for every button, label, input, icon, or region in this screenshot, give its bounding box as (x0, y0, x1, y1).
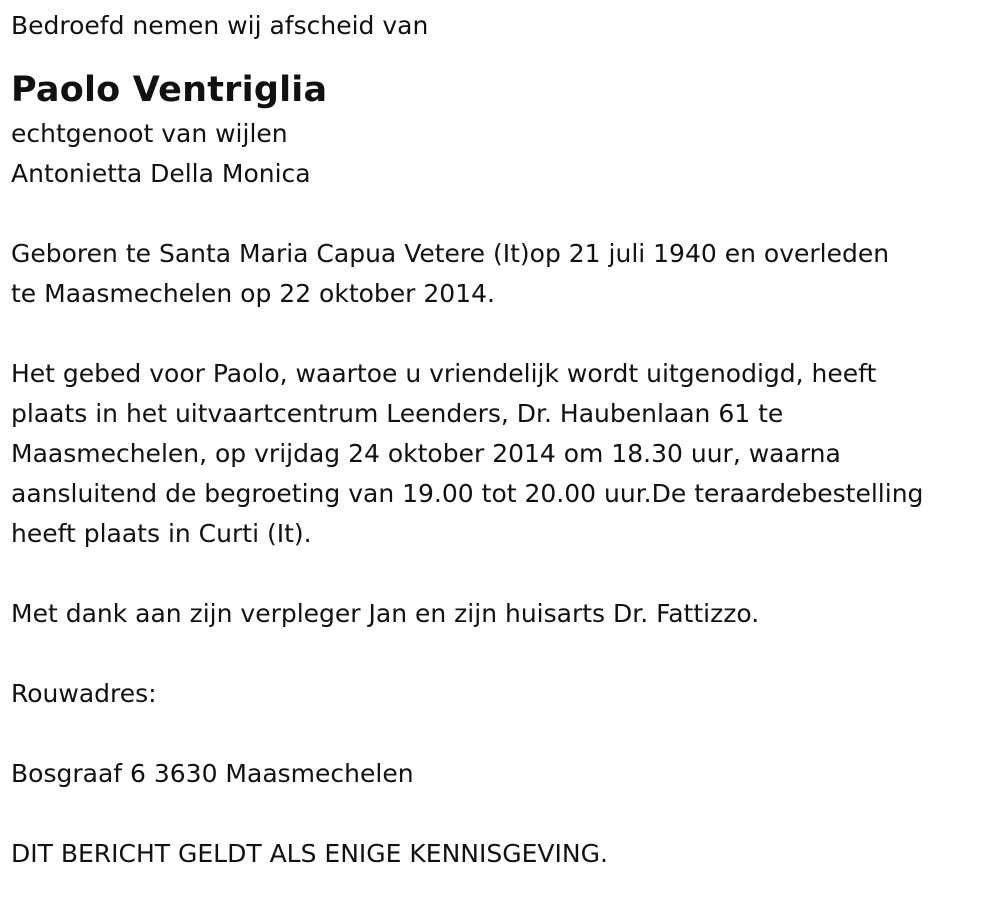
prayer-paragraph (11, 354, 991, 554)
intro-text: Bedroefd nemen wij afscheid van (11, 11, 429, 40)
paragraph-line: Geboren te Santa Maria Capua Vetere (It)op 21 juli 1940 en overleden (11, 239, 890, 268)
spacer (11, 714, 991, 754)
address-label: Rouwadres: (11, 679, 157, 708)
paragraph-line: aansluitend de begroeting van 19.00 tot 20.00 uur.De teraardebestelling (11, 479, 924, 508)
obituary-notice (11, 6, 991, 874)
thanks-text: Met dank aan zijn verpleger Jan en zijn huisarts Dr. Fattizzo. (11, 599, 760, 628)
address-text: Bosgraaf 6 3630 Maasmechelen (11, 759, 414, 788)
paragraph-line: Maasmechelen, op vrijdag 24 oktober 2014 om 18.30 uur, waarna (11, 439, 841, 468)
spouse-line: echtgenoot van wijlen (11, 119, 288, 148)
paragraph-line: Het gebed voor Paolo, waartoe u vriendelijk wordt uitgenodigd, heeft (11, 359, 877, 388)
spacer (11, 554, 991, 594)
spacer (11, 634, 991, 674)
spacer (11, 794, 991, 834)
paragraph-line: heeft plaats in Curti (It). (11, 519, 312, 548)
spouse-line: Antonietta Della Monica (11, 159, 311, 188)
spouse-info (11, 114, 991, 194)
birth-death-paragraph (11, 234, 991, 314)
paragraph-line: te Maasmechelen op 22 oktober 2014. (11, 279, 495, 308)
spacer (11, 314, 991, 354)
paragraph-line: plaats in het uitvaartcentrum Leenders, Dr. Haubenlaan 61 te (11, 399, 784, 428)
closing-text: DIT BERICHT GELDT ALS ENIGE KENNISGEVING. (11, 839, 608, 868)
deceased-name: Paolo Ventriglia (11, 70, 328, 110)
spacer (11, 194, 991, 234)
